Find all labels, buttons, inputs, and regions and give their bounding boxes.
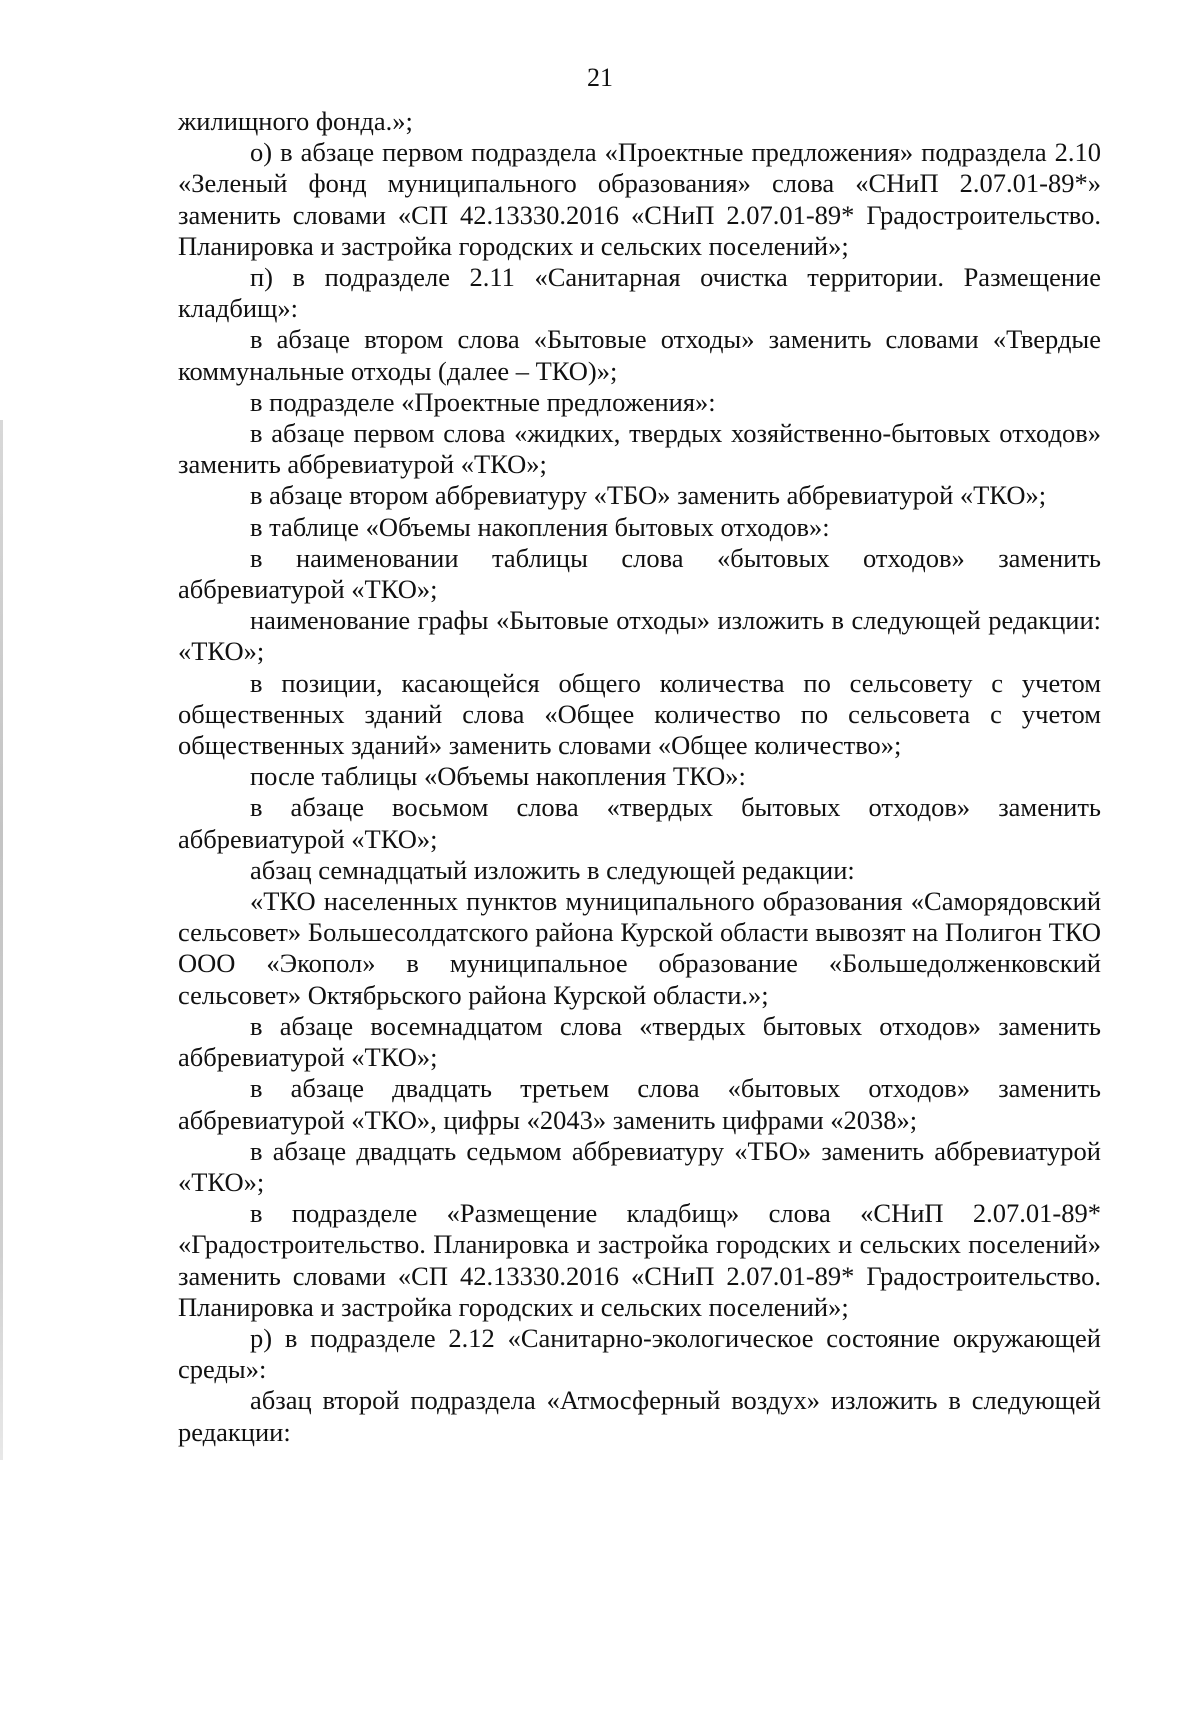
paragraph: жилищного фонда.»; bbox=[178, 106, 413, 136]
paragraph: после таблицы «Объемы накопления ТКО»: bbox=[250, 761, 746, 792]
paragraph: в абзаце восемнадцатом слова «твердых бытовых отходов» заменить аббревиатурой «ТКО»; bbox=[178, 1010, 1101, 1073]
paragraph: в подразделе «Проектные предложения»: bbox=[250, 386, 716, 417]
paragraph: в абзаце втором аббревиатуру «ТБО» заменить аббревиатурой «ТКО»; bbox=[250, 480, 1047, 511]
paragraph: в таблице «Объемы накопления бытовых отходов»: bbox=[250, 511, 830, 542]
paragraph: в абзаце двадцать третьем слова «бытовых отходов» заменить аббревиатурой «ТКО», цифры «2043» заменить цифрами «2038»; bbox=[178, 1073, 1101, 1135]
paragraph: в подразделе «Размещение кладбищ» слова «СНиП 2.07.01-89* «Градостроительство. Планировка и застройка городских и сельских поселений» заменить словами «СП 42.13330.2016 «СНиП 2.07.01-89* Градостроительство. Планировка и застройка городских и сельских поселений»; bbox=[178, 1198, 1101, 1322]
paragraph: п) в подразделе 2.11 «Санитарная очистка территории. Размещение кладбищ»: bbox=[178, 262, 1101, 324]
paragraph: в абзаце двадцать седьмом аббревиатуру «ТБО» заменить аббревиатурой «ТКО»; bbox=[178, 1135, 1101, 1197]
paragraph: «ТКО населенных пунктов муниципального образования «Саморядовский сельсовет» Большесолдатского района Курской области вывозят на Полигон ТКО ООО «Экопол» в муниципальное образование «Большедолженковский сельсовет» Октябрьского района Курской области.»; bbox=[178, 886, 1101, 1010]
paragraph: наименование графы «Бытовые отходы» изложить в следующей редакции: «ТКО»; bbox=[178, 605, 1101, 667]
paragraph: в наименовании таблицы слова «бытовых отходов» заменить аббревиатурой «ТКО»; bbox=[178, 542, 1101, 605]
scan-edge bbox=[0, 420, 3, 1460]
document-body bbox=[178, 106, 1101, 1448]
paragraph: в абзаце втором слова «Бытовые отходы» заменить словами «Твердые коммунальные отходы (далее – ТКО)»; bbox=[178, 324, 1101, 386]
paragraph: в абзаце восьмом слова «твердых бытовых отходов» заменить аббревиатурой «ТКО»; bbox=[178, 792, 1101, 854]
paragraph: в позиции, касающейся общего количества по сельсовету с учетом общественных зданий слова «Общее количество по сельсовета с учетом общественных зданий» заменить словами «Общее количество»; bbox=[178, 667, 1101, 761]
paragraph: в абзаце первом слова «жидких, твердых хозяйственно-бытовых отходов» заменить аббревиатурой «ТКО»; bbox=[178, 418, 1101, 480]
paragraph: р) в подразделе 2.12 «Санитарно-экологическое состояние окружающей среды»: bbox=[178, 1322, 1101, 1385]
paragraph: абзац семнадцатый изложить в следующей редакции: bbox=[250, 854, 855, 885]
paragraph: о) в абзаце первом подраздела «Проектные предложения» подраздела 2.10 «Зеленый фонд муниципального образования» слова «СНиП 2.07.01-89*» заменить словами «СП 42.13330.2016 «СНиП 2.07.01-89* Градостроительство. Планировка и застройка городских и сельских поселений»; bbox=[178, 137, 1101, 261]
paragraph: абзац второй подраздела «Атмосферный воздух» изложить в следующей редакции: bbox=[178, 1385, 1101, 1447]
page-number: 21 bbox=[587, 63, 613, 92]
